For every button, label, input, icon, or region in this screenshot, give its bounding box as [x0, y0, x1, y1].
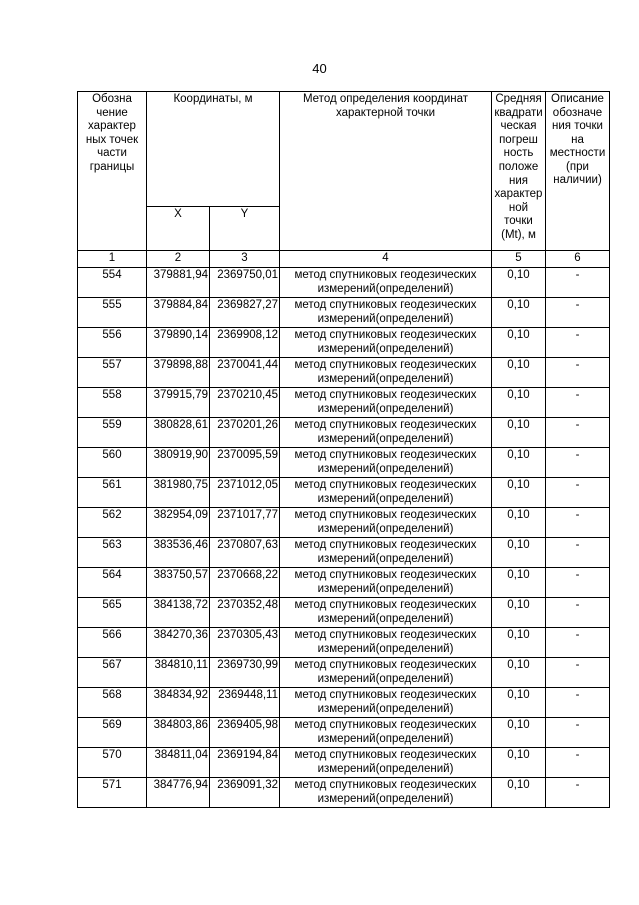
method-line: метод спутниковых геодезических [294, 509, 477, 521]
header-line: наличии) [553, 174, 602, 186]
cell-method [280, 688, 492, 718]
header-line: Обозна [92, 93, 132, 105]
header-point [78, 92, 147, 251]
cell-x: 384803,86 [147, 718, 210, 748]
header-mt-text [494, 93, 542, 241]
method-line: измерений(определений) [317, 762, 454, 775]
page-number: 40 [312, 61, 327, 76]
method-line: измерений(определений) [317, 402, 454, 415]
method-line: метод спутниковых геодезических [294, 689, 477, 701]
header-line: местности [549, 147, 606, 159]
header-line: обозначе [552, 106, 603, 119]
method-line: измерений(определений) [317, 612, 454, 625]
table-row [78, 508, 610, 538]
cell-mt: 0,10 [492, 748, 546, 778]
cell-method [280, 778, 492, 808]
cell-point: 565 [78, 598, 147, 628]
cell-method [280, 388, 492, 418]
header-line: характер [494, 188, 543, 201]
header-method-text [303, 93, 468, 119]
header-row-1 [78, 92, 610, 207]
cell-point: 563 [78, 538, 147, 568]
cell-point: 556 [78, 328, 147, 358]
table-row [78, 598, 610, 628]
cell-y: 2369827,27 [210, 298, 280, 328]
cell-method [280, 298, 492, 328]
cell-mt: 0,10 [492, 538, 546, 568]
cell-description: - [546, 298, 610, 328]
cell-point: 566 [78, 628, 147, 658]
header-line: (при [566, 160, 589, 173]
cell-y: 2370352,48 [210, 598, 280, 628]
cell-mt: 0,10 [492, 448, 546, 478]
method-line: метод спутниковых геодезических [294, 569, 477, 581]
cell-description: - [546, 508, 610, 538]
header-line: ность [503, 147, 534, 160]
method-line: измерений(определений) [317, 702, 454, 715]
cell-mt: 0,10 [492, 298, 546, 328]
cell-mt: 0,10 [492, 358, 546, 388]
header-line: (Mt), м [501, 228, 536, 241]
header-coords: Координаты, м [147, 92, 280, 207]
cell-mt: 0,10 [492, 328, 546, 358]
cell-description: - [546, 538, 610, 568]
cell-method [280, 718, 492, 748]
cell-point: 571 [78, 778, 147, 808]
cell-y: 2370807,63 [210, 538, 280, 568]
method-line: метод спутниковых геодезических [294, 299, 477, 311]
method-line: метод спутниковых геодезических [294, 719, 477, 731]
cell-point: 570 [78, 748, 147, 778]
table-row [78, 448, 610, 478]
cell-description: - [546, 598, 610, 628]
cell-x: 383536,46 [147, 538, 210, 568]
cell-method [280, 478, 492, 508]
cell-x: 384776,94 [147, 778, 210, 808]
method-line: измерений(определений) [317, 642, 454, 655]
table-row [78, 748, 610, 778]
cell-mt: 0,10 [492, 388, 546, 418]
cell-x: 380919,90 [147, 448, 210, 478]
cell-method [280, 538, 492, 568]
cell-mt: 0,10 [492, 268, 546, 298]
cell-y: 2370668,22 [210, 568, 280, 598]
cell-x: 383750,57 [147, 568, 210, 598]
header-line: точки [504, 215, 533, 228]
column-number: 4 [280, 251, 492, 268]
cell-description: - [546, 328, 610, 358]
method-line: метод спутниковых геодезических [294, 359, 477, 371]
cell-y: 2370305,43 [210, 628, 280, 658]
cell-method [280, 448, 492, 478]
cell-description: - [546, 688, 610, 718]
cell-x: 379884,84 [147, 298, 210, 328]
cell-mt: 0,10 [492, 418, 546, 448]
column-number: 5 [492, 251, 546, 268]
cell-x: 384810,11 [147, 658, 210, 688]
header-line: положе [498, 160, 539, 173]
method-line: измерений(определений) [317, 462, 454, 475]
method-line: метод спутниковых геодезических [294, 629, 477, 641]
cell-y: 2369448,11 [210, 688, 280, 718]
cell-description: - [546, 718, 610, 748]
header-line: границы [89, 160, 135, 173]
cell-description: - [546, 358, 610, 388]
table-row [78, 388, 610, 418]
cell-mt: 0,10 [492, 628, 546, 658]
header-line: ния [508, 174, 528, 187]
cell-mt: 0,10 [492, 508, 546, 538]
method-line: измерений(определений) [317, 552, 454, 565]
table-row [78, 358, 610, 388]
column-number: 1 [78, 251, 147, 268]
cell-method [280, 598, 492, 628]
table-row [78, 538, 610, 568]
header-line: Метод определения координат [302, 93, 469, 105]
header-line: ческая [500, 120, 537, 133]
cell-point: 557 [78, 358, 147, 388]
cell-y: 2371017,77 [210, 508, 280, 538]
header-line: ных точек [85, 133, 139, 146]
cell-method [280, 268, 492, 298]
header-line: ния точки [552, 120, 603, 132]
table-row [78, 718, 610, 748]
cell-method [280, 358, 492, 388]
cell-y: 2369194,84 [210, 748, 280, 778]
cell-point: 554 [78, 268, 147, 298]
table-row [78, 658, 610, 688]
method-line: метод спутниковых геодезических [294, 389, 477, 401]
header-line: части [97, 147, 127, 159]
cell-x: 379890,14 [147, 328, 210, 358]
cell-method [280, 658, 492, 688]
cell-mt: 0,10 [492, 778, 546, 808]
method-line: метод спутниковых геодезических [294, 419, 477, 431]
method-line: метод спутниковых геодезических [294, 749, 477, 761]
table-row [78, 688, 610, 718]
header-description-text [550, 93, 606, 186]
method-line: измерений(определений) [317, 582, 454, 595]
column-number: 2 [147, 251, 210, 268]
cell-x: 384811,04 [147, 748, 210, 778]
cell-description: - [546, 448, 610, 478]
method-line: измерений(определений) [317, 342, 454, 355]
table-row [78, 628, 610, 658]
cell-description: - [546, 268, 610, 298]
cell-x: 384270,36 [147, 628, 210, 658]
cell-y: 2369908,12 [210, 328, 280, 358]
header-point-text [86, 93, 138, 173]
header-line: на [571, 133, 584, 146]
coordinates-table [77, 91, 610, 808]
header-line: характер [88, 120, 136, 132]
cell-x: 384138,72 [147, 598, 210, 628]
method-line: измерений(определений) [317, 372, 454, 385]
header-line: Описание [551, 93, 604, 105]
header-line: погреш [499, 133, 538, 146]
cell-y: 2370201,26 [210, 418, 280, 448]
cell-y: 2369750,01 [210, 268, 280, 298]
cell-mt: 0,10 [492, 688, 546, 718]
method-line: метод спутниковых геодезических [294, 539, 477, 551]
cell-x: 382954,09 [147, 508, 210, 538]
method-line: измерений(определений) [317, 732, 454, 745]
method-line: метод спутниковых геодезических [294, 479, 477, 491]
cell-method [280, 418, 492, 448]
method-line: измерений(определений) [317, 312, 454, 325]
table-row [78, 418, 610, 448]
method-line: измерений(определений) [317, 672, 454, 685]
cell-mt: 0,10 [492, 478, 546, 508]
method-line: измерений(определений) [317, 282, 454, 295]
method-line: измерений(определений) [317, 522, 454, 535]
cell-x: 379881,94 [147, 268, 210, 298]
cell-description: - [546, 778, 610, 808]
table-row [78, 778, 610, 808]
header-y: Y [210, 207, 280, 251]
cell-point: 562 [78, 508, 147, 538]
cell-point: 567 [78, 658, 147, 688]
cell-method [280, 508, 492, 538]
cell-method [280, 568, 492, 598]
table-row [78, 268, 610, 298]
table-row [78, 568, 610, 598]
header-description [546, 92, 610, 251]
method-line: измерений(определений) [317, 792, 454, 805]
cell-y: 2369091,32 [210, 778, 280, 808]
method-line: измерений(определений) [317, 492, 454, 505]
header-mt [492, 92, 546, 251]
column-number: 6 [546, 251, 610, 268]
cell-description: - [546, 748, 610, 778]
cell-x: 380828,61 [147, 418, 210, 448]
table-row [78, 298, 610, 328]
cell-point: 558 [78, 388, 147, 418]
header-line: ной [508, 201, 529, 214]
cell-point: 561 [78, 478, 147, 508]
cell-point: 559 [78, 418, 147, 448]
cell-x: 384834,92 [147, 688, 210, 718]
cell-y: 2370041,44 [210, 358, 280, 388]
header-method [280, 92, 492, 251]
cell-y: 2369405,98 [210, 718, 280, 748]
method-line: метод спутниковых геодезических [294, 659, 477, 671]
header-line: Средняя [495, 93, 542, 105]
cell-x: 379898,88 [147, 358, 210, 388]
cell-x: 379915,79 [147, 388, 210, 418]
column-number: 3 [210, 251, 280, 268]
cell-y: 2371012,05 [210, 478, 280, 508]
cell-mt: 0,10 [492, 718, 546, 748]
cell-mt: 0,10 [492, 658, 546, 688]
cell-point: 560 [78, 448, 147, 478]
method-line: метод спутниковых геодезических [294, 449, 477, 461]
method-line: измерений(определений) [317, 432, 454, 445]
header-x: X [147, 207, 210, 251]
cell-point: 569 [78, 718, 147, 748]
cell-point: 568 [78, 688, 147, 718]
cell-mt: 0,10 [492, 568, 546, 598]
method-line: метод спутниковых геодезических [294, 329, 477, 341]
cell-description: - [546, 388, 610, 418]
cell-point: 564 [78, 568, 147, 598]
cell-mt: 0,10 [492, 598, 546, 628]
cell-y: 2369730,99 [210, 658, 280, 688]
cell-x: 381980,75 [147, 478, 210, 508]
cell-y: 2370095,59 [210, 448, 280, 478]
header-line: квадрати [494, 106, 543, 119]
cell-point: 555 [78, 298, 147, 328]
table-row [78, 328, 610, 358]
method-line: метод спутниковых геодезических [294, 599, 477, 611]
cell-method [280, 628, 492, 658]
cell-description: - [546, 568, 610, 598]
header-line: чение [96, 106, 128, 119]
header-line: характерной точки [336, 106, 435, 119]
cell-description: - [546, 478, 610, 508]
table-row [78, 478, 610, 508]
method-line: метод спутниковых геодезических [294, 269, 477, 281]
cell-method [280, 328, 492, 358]
column-number-row [78, 251, 610, 268]
method-line: метод спутниковых геодезических [294, 779, 477, 791]
cell-description: - [546, 658, 610, 688]
cell-description: - [546, 628, 610, 658]
cell-description: - [546, 418, 610, 448]
cell-y: 2370210,45 [210, 388, 280, 418]
cell-method [280, 748, 492, 778]
